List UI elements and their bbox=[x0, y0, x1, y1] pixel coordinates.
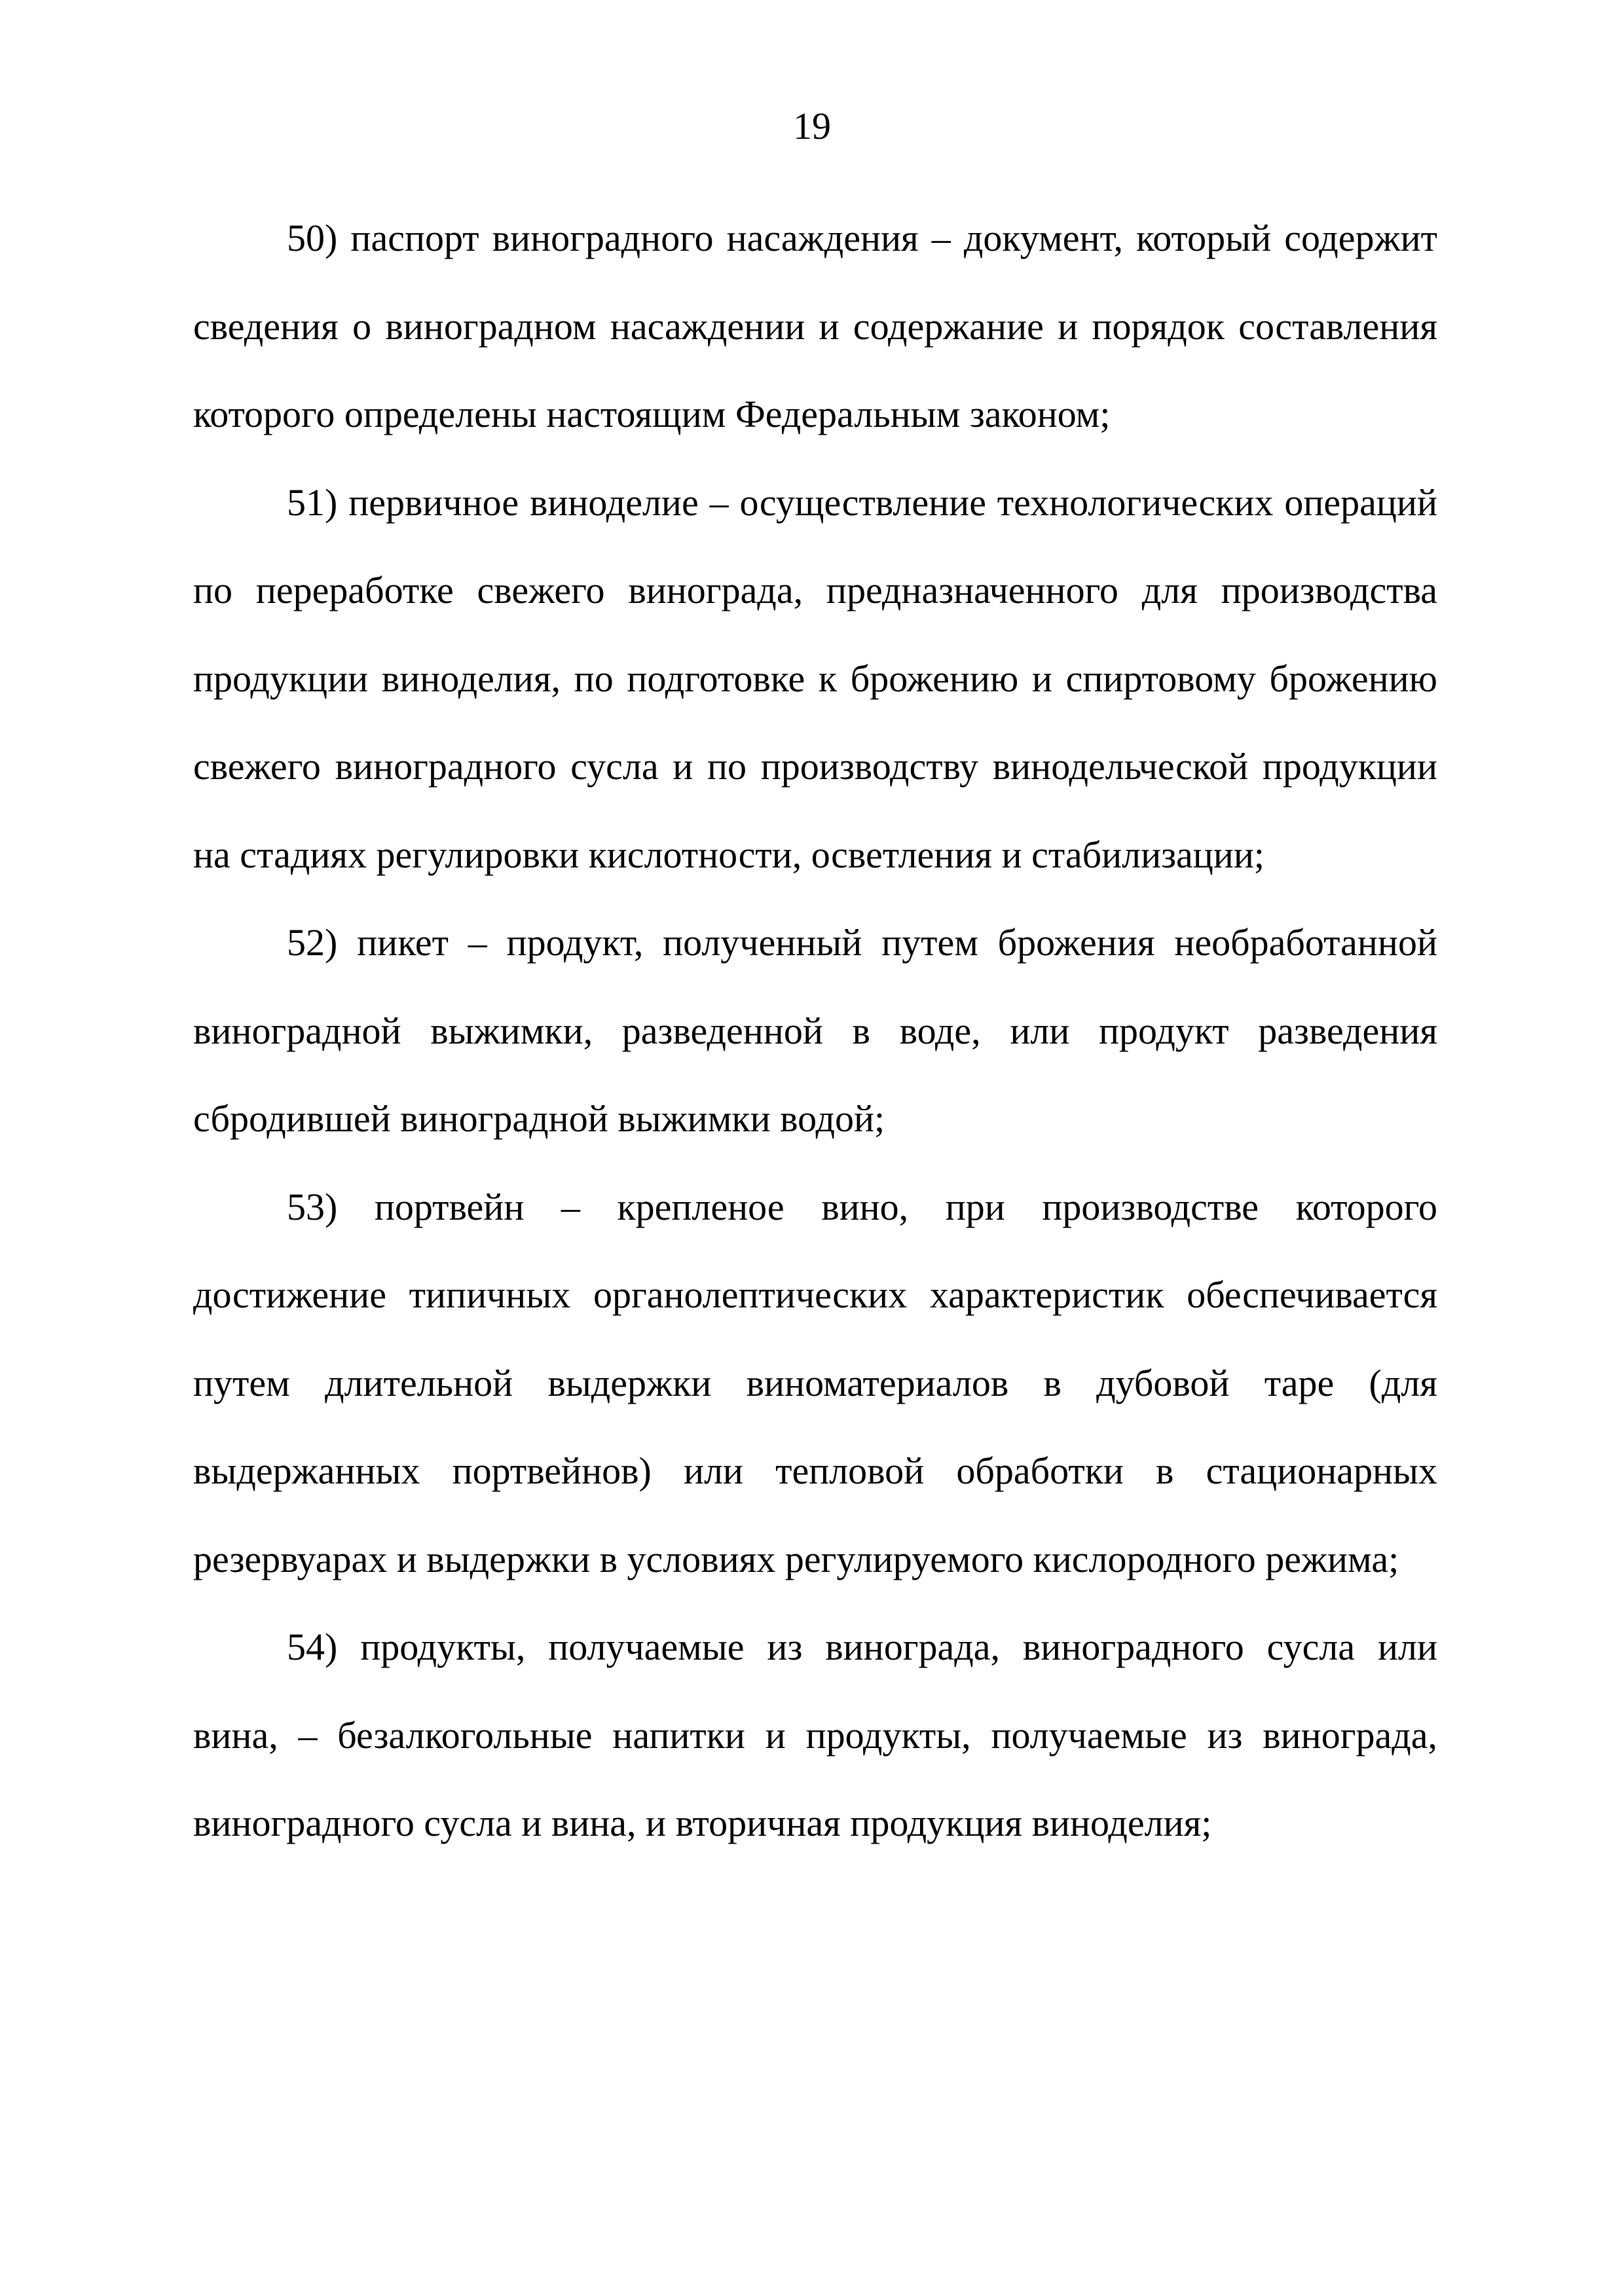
paragraph-text: паспорт виноградного насаждения – документ, который содержит сведения о виноградном насаждении и содержание и порядок составления которого определены настоящим Федеральным законом; bbox=[193, 217, 1437, 435]
paragraph-50 bbox=[193, 194, 1437, 459]
paragraph-53 bbox=[193, 1163, 1437, 1604]
paragraph-51 bbox=[193, 459, 1437, 900]
paragraph-54 bbox=[193, 1603, 1437, 1868]
paragraph-text: продукты, получаемые из винограда, виноградного сусла или вина, – безалкогольные напитки и продукты, получаемые из винограда, виноградного сусла и вина, и вторичная продукция виноделия; bbox=[193, 1626, 1438, 1844]
paragraph-number: 54) bbox=[287, 1626, 338, 1668]
paragraph-text: первичное виноделие – осуществление технологических операций по переработке свежего винограда, предназначенного для производства продукции виноделия, по подготовке к брожению и спиртовому брожению свежего виноградного сусла и по производству винодельческой продукции на стадиях регулировки кислотности, осветления и стабилизации; bbox=[193, 481, 1437, 876]
document-body bbox=[193, 194, 1437, 1868]
paragraph-number: 53) bbox=[287, 1185, 338, 1228]
page-number: 19 bbox=[793, 105, 831, 147]
paragraph-52 bbox=[193, 899, 1437, 1163]
paragraph-number: 52) bbox=[287, 921, 338, 964]
paragraph-number: 51) bbox=[287, 481, 338, 524]
paragraph-text: пикет – продукт, полученный путем брожения необработанной виноградной выжимки, разведенной в воде, или продукт разведения сбродившей виноградной выжимки водой; bbox=[193, 921, 1438, 1140]
paragraph-text: портвейн – крепленое вино, при производстве которого достижение типичных органолептических характеристик обеспечивается путем длительной выдержки виноматериалов в дубовой таре (для выдержанных портвейнов) или тепловой обработки в стационарных резервуарах и выдержки в условиях регулируемого кислородного режима; bbox=[193, 1185, 1437, 1580]
paragraph-number: 50) bbox=[287, 217, 338, 259]
